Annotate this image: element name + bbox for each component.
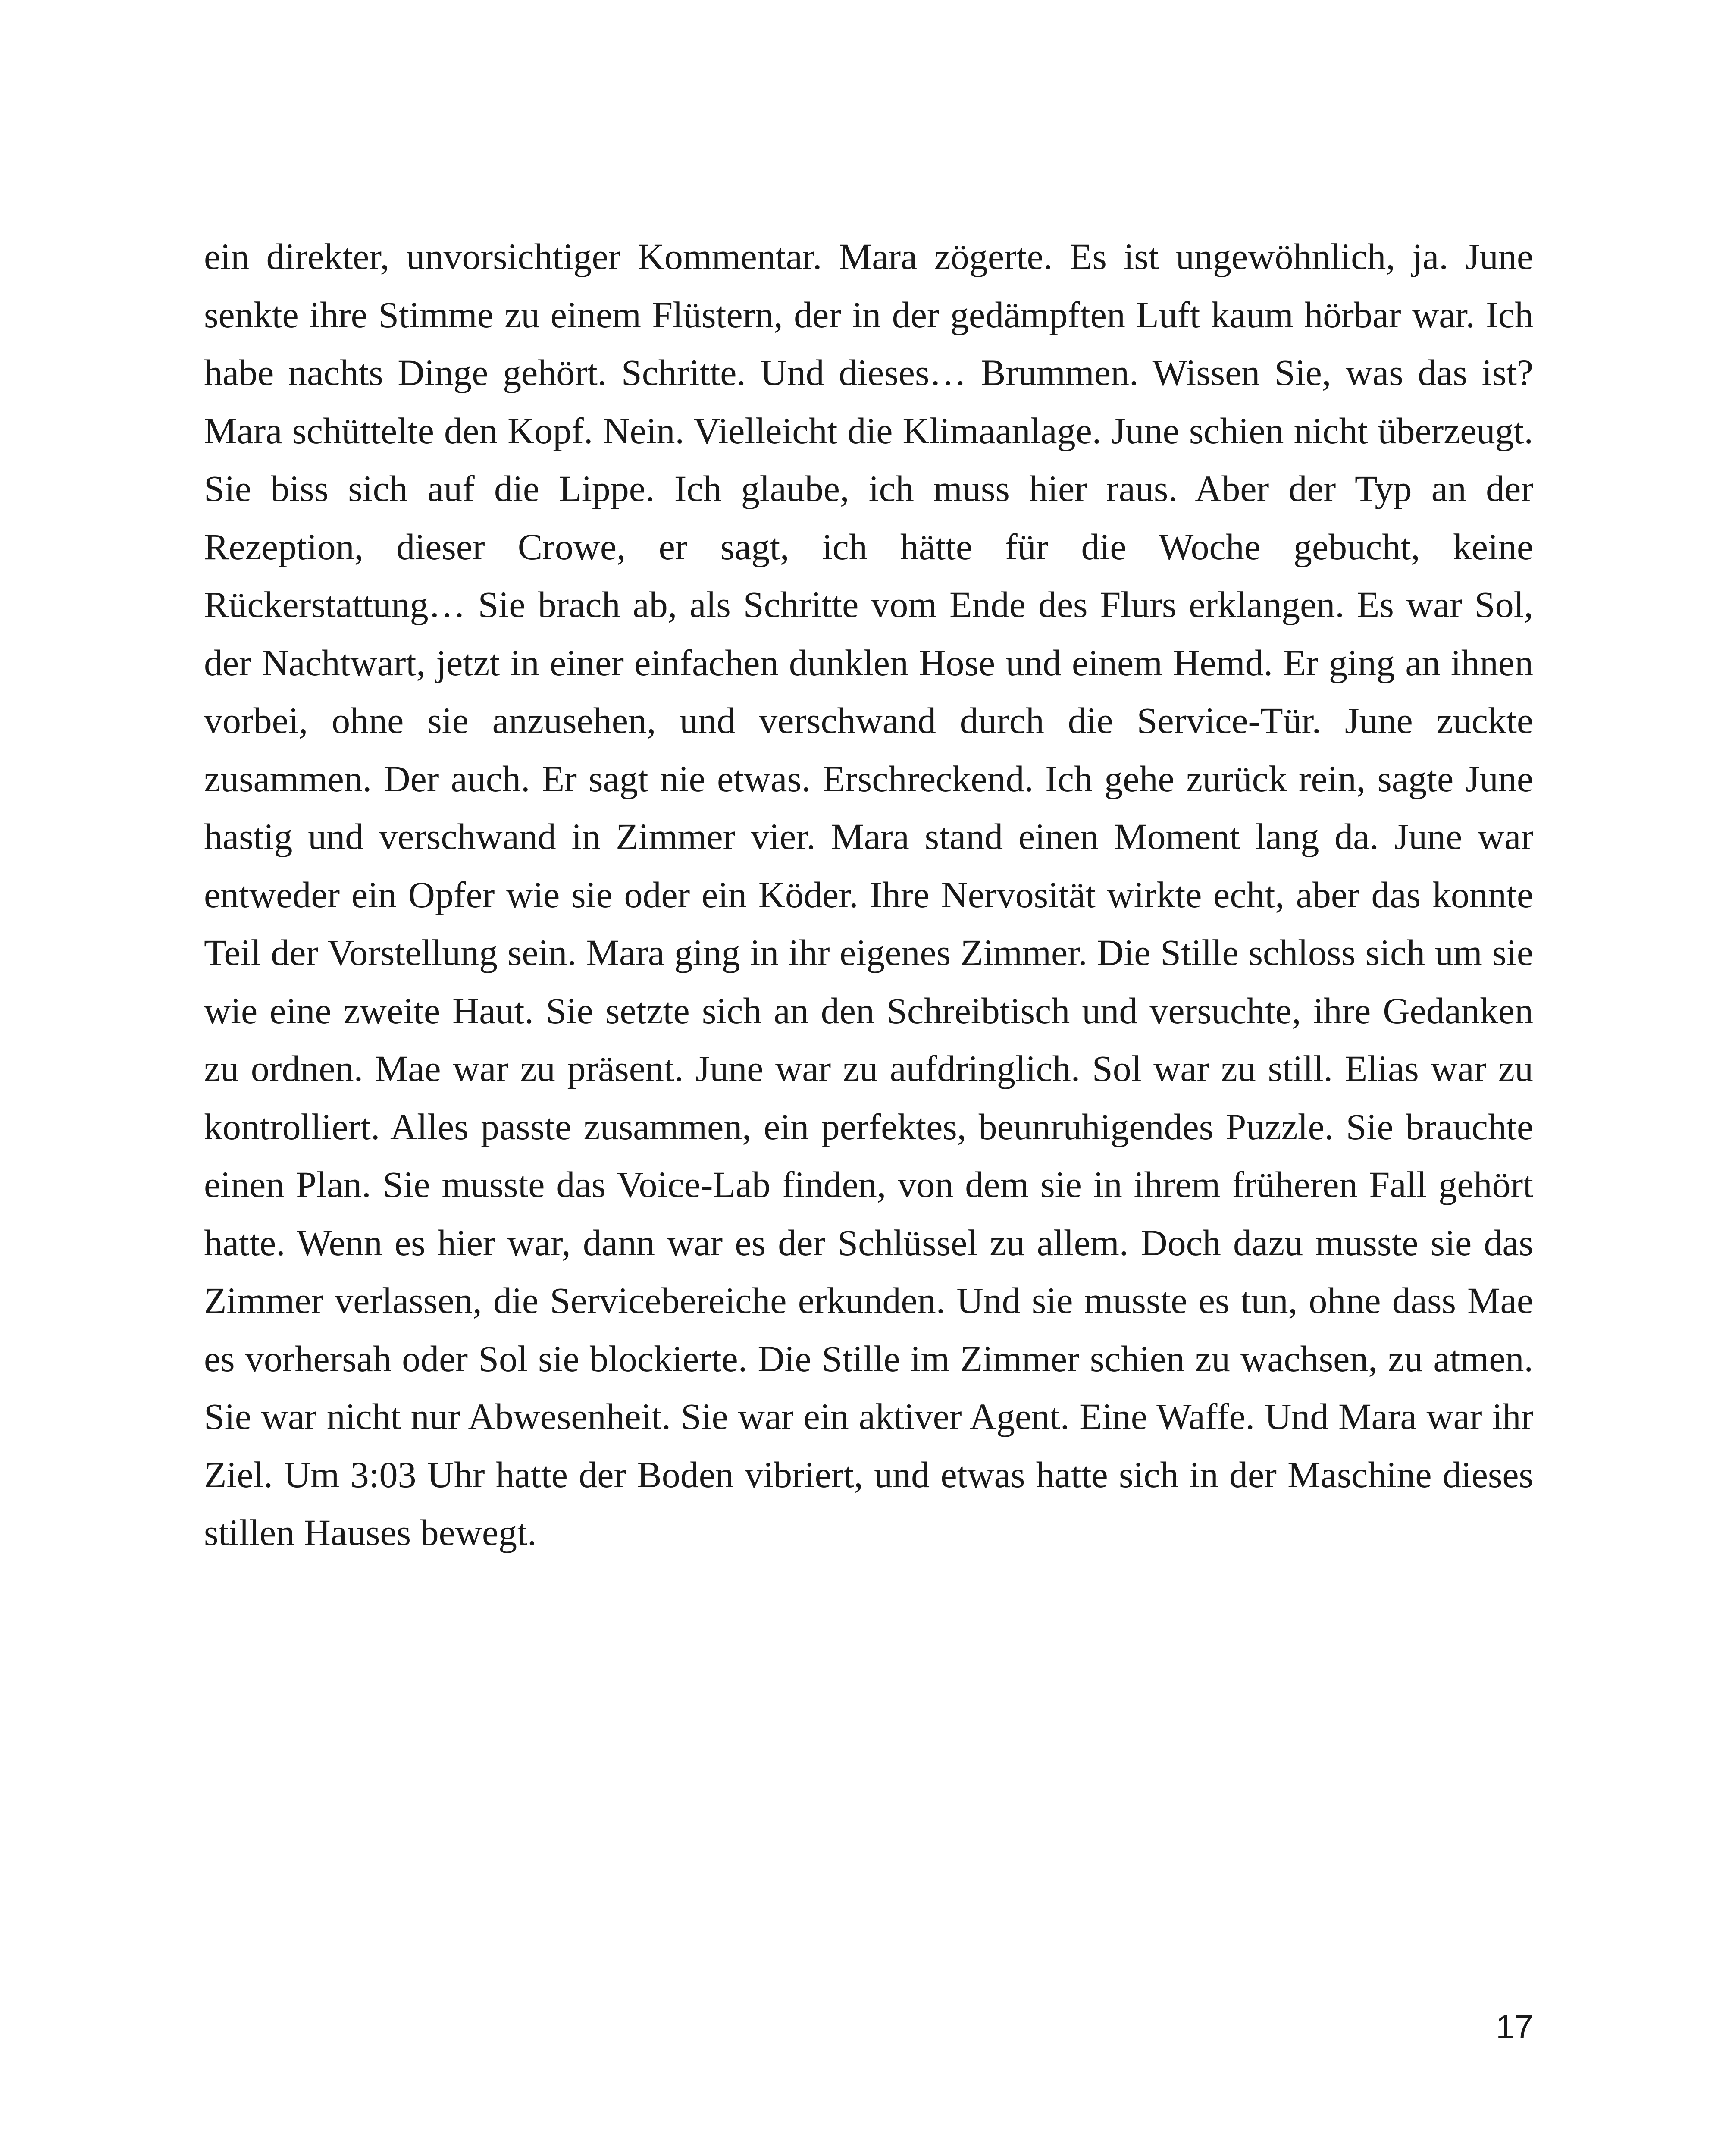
body-paragraph: ein direkter, unvorsichtiger Kommentar. Mara zögerte. Es ist ungewöhnlich, ja. June senkte ihre Stimme zu einem Flüstern, der in der gedämpften Luft kaum hörbar war. Ich habe nachts Dinge gehört. Schritte. Und dieses… Brummen. Wissen Sie, was das ist? Mara schüttelte den Kopf. Nein. Vielleicht die Klimaanlage. June schien nicht überzeugt. Sie biss sich auf die Lippe. Ich glaube, ich muss hier raus. Aber der Typ an der Rezeption, dieser Crowe, er sagt, ich hätte für die Woche gebucht, keine Rückerstattung… Sie brach ab, als Schritte vom Ende des Flurs erklangen. Es war Sol, der Nachtwart, jetzt in einer einfachen dunklen Hose und einem Hemd. Er ging an ihnen vorbei, ohne sie anzusehen, und verschwand durch die Service-Tür. June zuckte zusammen. Der auch. Er sagt nie etwas. Erschreckend. Ich gehe zurück rein, sagte June hastig und verschwand in Zimmer vier. Mara stand einen Moment lang da. June war entweder ein Opfer wie sie oder ein Köder. Ihre Nervosität wirkte echt, aber das konnte Teil der Vorstellung sein. Mara ging in ihr eigenes Zimmer. Die Stille schloss sich um sie wie eine zweite Haut. Sie setzte sich an den Schreibtisch und versuchte, ihre Gedanken zu ordnen. Mae war zu präsent. June war zu aufdringlich. Sol war zu still. Elias war zu kontrolliert. Alles passte zusammen, ein perfektes, beunruhigendes Puzzle. Sie brauchte einen Plan. Sie musste das Voice-Lab finden, von dem sie in ihrem früheren Fall gehört hatte. Wenn es hier war, dann war es der Schlüssel zu allem. Doch dazu musste sie das Zimmer verlassen, die Servicebereiche erkunden. Und sie musste es tun, ohne dass Mae es vorhersah oder Sol sie blockierte. Die Stille im Zimmer schien zu wachsen, zu atmen. Sie war nicht nur Abwesenheit. Sie war ein aktiver Agent. Eine Waffe. Und Mara war ihr Ziel. Um 3:03 Uhr hatte der Boden vibriert, und etwas hatte sich in der Maschine dieses stillen Hauses bewegt.: [204, 236, 1533, 1553]
page-number: 17: [1496, 2008, 1533, 2046]
